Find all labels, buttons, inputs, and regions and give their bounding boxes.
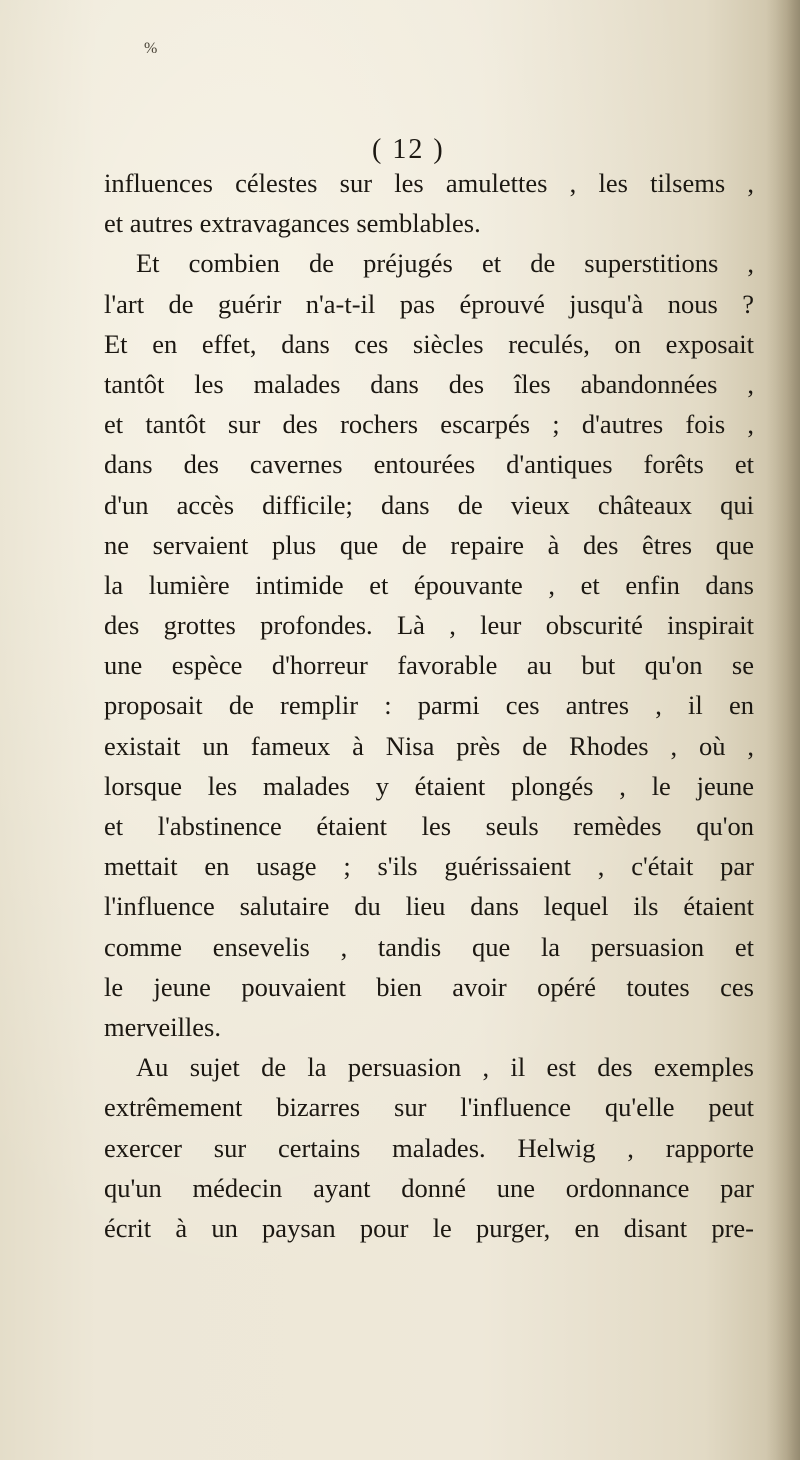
stray-mark: %	[144, 40, 158, 57]
text-line: proposait de remplir : parmi ces antres , il en	[104, 690, 754, 721]
text-line: Et combien de préjugés et de superstitions ,	[136, 248, 754, 279]
text-line: lorsque les malades y étaient plongés , le jeune	[104, 770, 754, 801]
text-line: et autres extravagances semblables.	[104, 208, 481, 239]
page-edge-shadow	[766, 0, 800, 1460]
text-line: exercer sur certains malades. Helwig , rapporte	[104, 1132, 754, 1163]
text-line: comme ensevelis , tandis que la persuasion et	[104, 931, 754, 962]
body-text	[104, 163, 754, 1248]
text-line: l'art de guérir n'a-t-il pas éprouvé jusqu'à nous ?	[104, 288, 754, 319]
text-line: merveilles.	[104, 1011, 221, 1042]
text-line: dans des cavernes entourées d'antiques forêts et	[104, 449, 754, 480]
text-line: existait un fameux à Nisa près de Rhodes , où ,	[104, 730, 754, 761]
text-line: une espèce d'horreur favorable au but qu'on se	[104, 650, 754, 681]
text-line: d'un accès difficile; dans de vieux châteaux qui	[104, 489, 754, 520]
text-line: influences célestes sur les amulettes , les tilsems ,	[104, 168, 754, 198]
text-line: la lumière intimide et épouvante , et enfin dans	[104, 569, 754, 600]
text-line: et l'abstinence étaient les seuls remèdes qu'on	[104, 811, 754, 841]
text-line: Au sujet de la persuasion , il est des exemples	[136, 1052, 754, 1083]
text-line: l'influence salutaire du lieu dans lequel ils étaient	[104, 891, 754, 922]
text-line: mettait en usage ; s'ils guérissaient , c'était par	[104, 851, 754, 882]
text-line: écrit à un paysan pour le purger, en disant pre-	[104, 1212, 754, 1243]
text-line: des grottes profondes. Là , leur obscurité inspirait	[104, 610, 754, 641]
text-line: Et en effet, dans ces siècles reculés, on exposait	[104, 328, 754, 359]
text-line: et tantôt sur des rochers escarpés ; d'autres fois ,	[104, 409, 754, 440]
text-line: tantôt les malades dans des îles abandonnées ,	[104, 368, 754, 399]
text-line: qu'un médecin ayant donné une ordonnance par	[104, 1172, 754, 1203]
text-line: le jeune pouvaient bien avoir opéré toutes ces	[104, 971, 754, 1002]
page-number: ( 12 )	[372, 134, 445, 165]
text-line: extrêmement bizarres sur l'influence qu'elle peut	[104, 1092, 754, 1123]
text-line: ne servaient plus que de repaire à des êtres que	[104, 529, 754, 560]
